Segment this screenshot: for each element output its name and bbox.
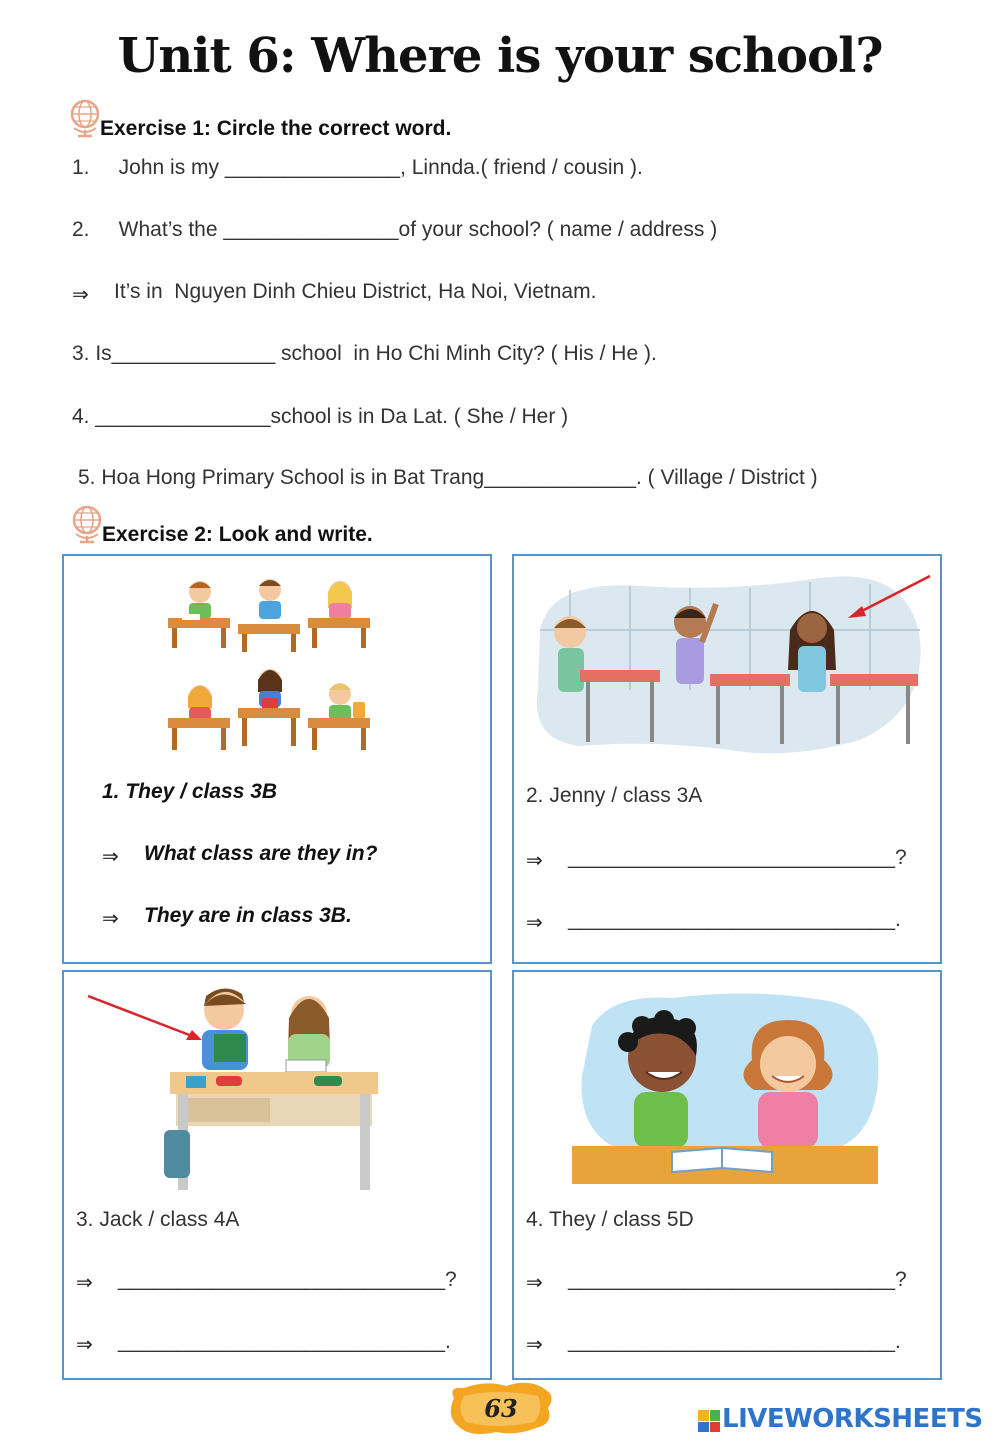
answer-arrow: ⇒: [102, 846, 119, 868]
box3-prompt: 3. Jack / class 4A: [76, 1208, 240, 1231]
exercise1-item-1: 1. John is my _______________, Linnda.( friend / cousin ).: [72, 156, 643, 179]
box4-answer-blank[interactable]: ____________________________.: [568, 1330, 901, 1353]
answer-arrow: ⇒: [76, 1272, 93, 1294]
answer-arrow: ⇒: [102, 908, 119, 930]
box1-prompt: 1. They / class 3B: [102, 780, 278, 803]
liveworksheets-logo-icon: [698, 1410, 720, 1432]
box4-prompt: 4. They / class 5D: [526, 1208, 694, 1231]
answer-arrow: ⇒: [526, 1334, 543, 1356]
red-arrow-icon: [844, 572, 934, 622]
box3-answer-blank[interactable]: ____________________________.: [118, 1330, 451, 1353]
box1-answer: They are in class 3B.: [144, 904, 352, 927]
answer-arrow: ⇒: [526, 850, 543, 872]
page-number: 63: [484, 1394, 518, 1423]
brand-name[interactable]: LIVEWORKSHEETS: [722, 1404, 983, 1434]
red-arrow-icon: [86, 992, 206, 1044]
globe-icon: [68, 98, 102, 143]
box2-answer-blank[interactable]: ____________________________.: [568, 908, 901, 931]
box1-question: What class are they in?: [144, 842, 378, 865]
exercise1-item-4: 4. _______________school is in Da Lat. ( She / Her ): [72, 405, 569, 428]
box2-question-blank[interactable]: ____________________________?: [568, 846, 907, 869]
answer-arrow: ⇒: [76, 1334, 93, 1356]
classroom-illustration: [160, 568, 380, 768]
exercise1-item-3: 3. Is______________ school in Ho Chi Minh City? ( His / He ).: [72, 342, 657, 365]
box3-question-blank[interactable]: ____________________________?: [118, 1268, 457, 1291]
exercise2-box-2: [512, 554, 942, 964]
answer-arrow: ⇒: [526, 1272, 543, 1294]
two-children-illustration: [572, 986, 882, 1186]
exercise1-item-2: 2. What’s the _______________of your school? ( name / address ): [72, 218, 718, 241]
exercise2-heading: Exercise 2: Look and write.: [102, 523, 373, 546]
exercise2-box-1: [62, 554, 492, 964]
box4-question-blank[interactable]: ____________________________?: [568, 1268, 907, 1291]
answer-arrow: ⇒: [72, 284, 89, 306]
exercise2-box-4: [512, 970, 942, 1380]
exercise1-heading: Exercise 1: Circle the correct word.: [100, 117, 452, 140]
page-title: Unit 6: Where is your school?: [117, 28, 883, 84]
answer-arrow: ⇒: [526, 912, 543, 934]
box2-prompt: 2. Jenny / class 3A: [526, 784, 703, 807]
globe-icon: [70, 504, 104, 549]
exercise2-box-3: [62, 970, 492, 1380]
exercise1-answer: It’s in Nguyen Dinh Chieu District, Ha Noi, Vietnam.: [114, 280, 597, 303]
exercise1-item-5: 5. Hoa Hong Primary School is in Bat Trang_____________. ( Village / District ): [78, 466, 818, 489]
